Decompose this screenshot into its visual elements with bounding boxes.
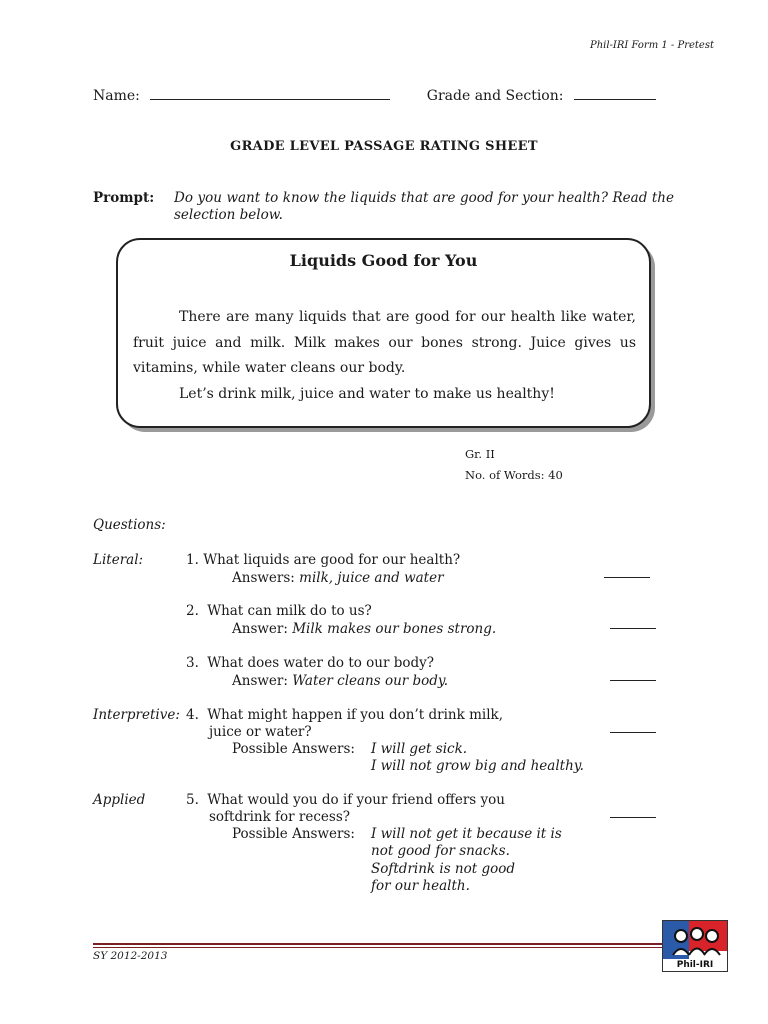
score-blank[interactable] [610, 669, 656, 685]
school-year: SY 2012-2013 [93, 950, 168, 962]
question-3 [186, 655, 434, 671]
prompt-label: Prompt: [93, 190, 155, 206]
question-text: What can milk do to us? [207, 603, 372, 619]
question-number: 2. [186, 603, 199, 619]
answer-text: Milk makes our bones strong. [292, 621, 497, 637]
answer-text: I will get sick. [371, 741, 468, 757]
passage-title: Liquids Good for You [289, 251, 478, 270]
question-number: 5. [186, 792, 199, 808]
question-text: What might happen if you don’t drink milk, [207, 707, 504, 723]
category-label: Interpretive: [93, 707, 180, 723]
answer-text: Water cleans our body. [292, 673, 449, 689]
answer-label: Answer: [232, 673, 288, 689]
score-blank[interactable] [610, 721, 656, 737]
answer-3 [232, 673, 448, 689]
question-text: What would you do if your friend offers you [207, 792, 505, 808]
passage-paragraph-1: There are many liquids that are good for our health like water, fruit juice and milk. Milk makes our bones strong. Juice gives us vitamins, while water cleans our body. [133, 309, 636, 376]
answer-text: for our health. [371, 878, 470, 894]
answer-label: Possible Answers: [232, 826, 355, 842]
footer-rule [93, 947, 663, 948]
answer-1 [232, 570, 444, 586]
answer-2 [232, 621, 496, 637]
score-blank[interactable] [610, 806, 656, 822]
grade-level: Gr. II [465, 447, 495, 461]
question-2 [186, 603, 372, 619]
answer-text: I will not grow big and healthy. [371, 758, 584, 774]
name-label: Name: [93, 88, 140, 104]
answer-text: milk, juice and water [299, 570, 444, 586]
question-number: 3. [186, 655, 199, 671]
grade-section-label: Grade and Section: [426, 88, 564, 104]
passage-body [133, 305, 636, 407]
question-text: What liquids are good for our health? [203, 552, 461, 568]
answer-label: Possible Answers: [232, 741, 355, 757]
footer-rule [93, 943, 663, 945]
score-blank[interactable] [604, 566, 650, 582]
answer-text: not good for snacks. [371, 843, 510, 859]
questions-heading: Questions: [93, 517, 166, 533]
question-1 [186, 552, 460, 568]
reading-figures-icon [667, 925, 723, 959]
answer-text: I will not get it because it is [371, 826, 562, 842]
question-text-continued: juice or water? [209, 724, 312, 740]
question-number: 1. [186, 552, 199, 568]
grade-section-blank[interactable] [574, 88, 656, 100]
question-text-continued: softdrink for recess? [209, 809, 351, 825]
answer-text: Softdrink is not good [371, 861, 515, 877]
question-text: What does water do to our body? [207, 655, 435, 671]
question-4 [186, 707, 503, 723]
question-5 [186, 792, 505, 808]
passage-paragraph-2: Let’s drink milk, juice and water to make us healthy! [179, 385, 555, 402]
sheet-title: GRADE LEVEL PASSAGE RATING SHEET [230, 139, 538, 154]
category-label: Applied [93, 792, 146, 808]
prompt-text: Do you want to know the liquids that are good for your health? Read the selection below. [174, 190, 674, 223]
logo-text: Phil-IRI [676, 960, 714, 970]
phil-iri-logo [662, 920, 728, 972]
name-blank[interactable] [150, 88, 390, 100]
answer-label: Answers: [232, 570, 295, 586]
form-label: Phil-IRI Form 1 - Pretest [589, 40, 714, 51]
category-label: Literal: [93, 552, 144, 568]
score-blank[interactable] [610, 617, 656, 633]
word-count: No. of Words: 40 [465, 468, 563, 482]
student-info-row [93, 88, 656, 104]
answer-label: Answer: [232, 621, 288, 637]
passage-box [116, 238, 651, 428]
question-number: 4. [186, 707, 199, 723]
